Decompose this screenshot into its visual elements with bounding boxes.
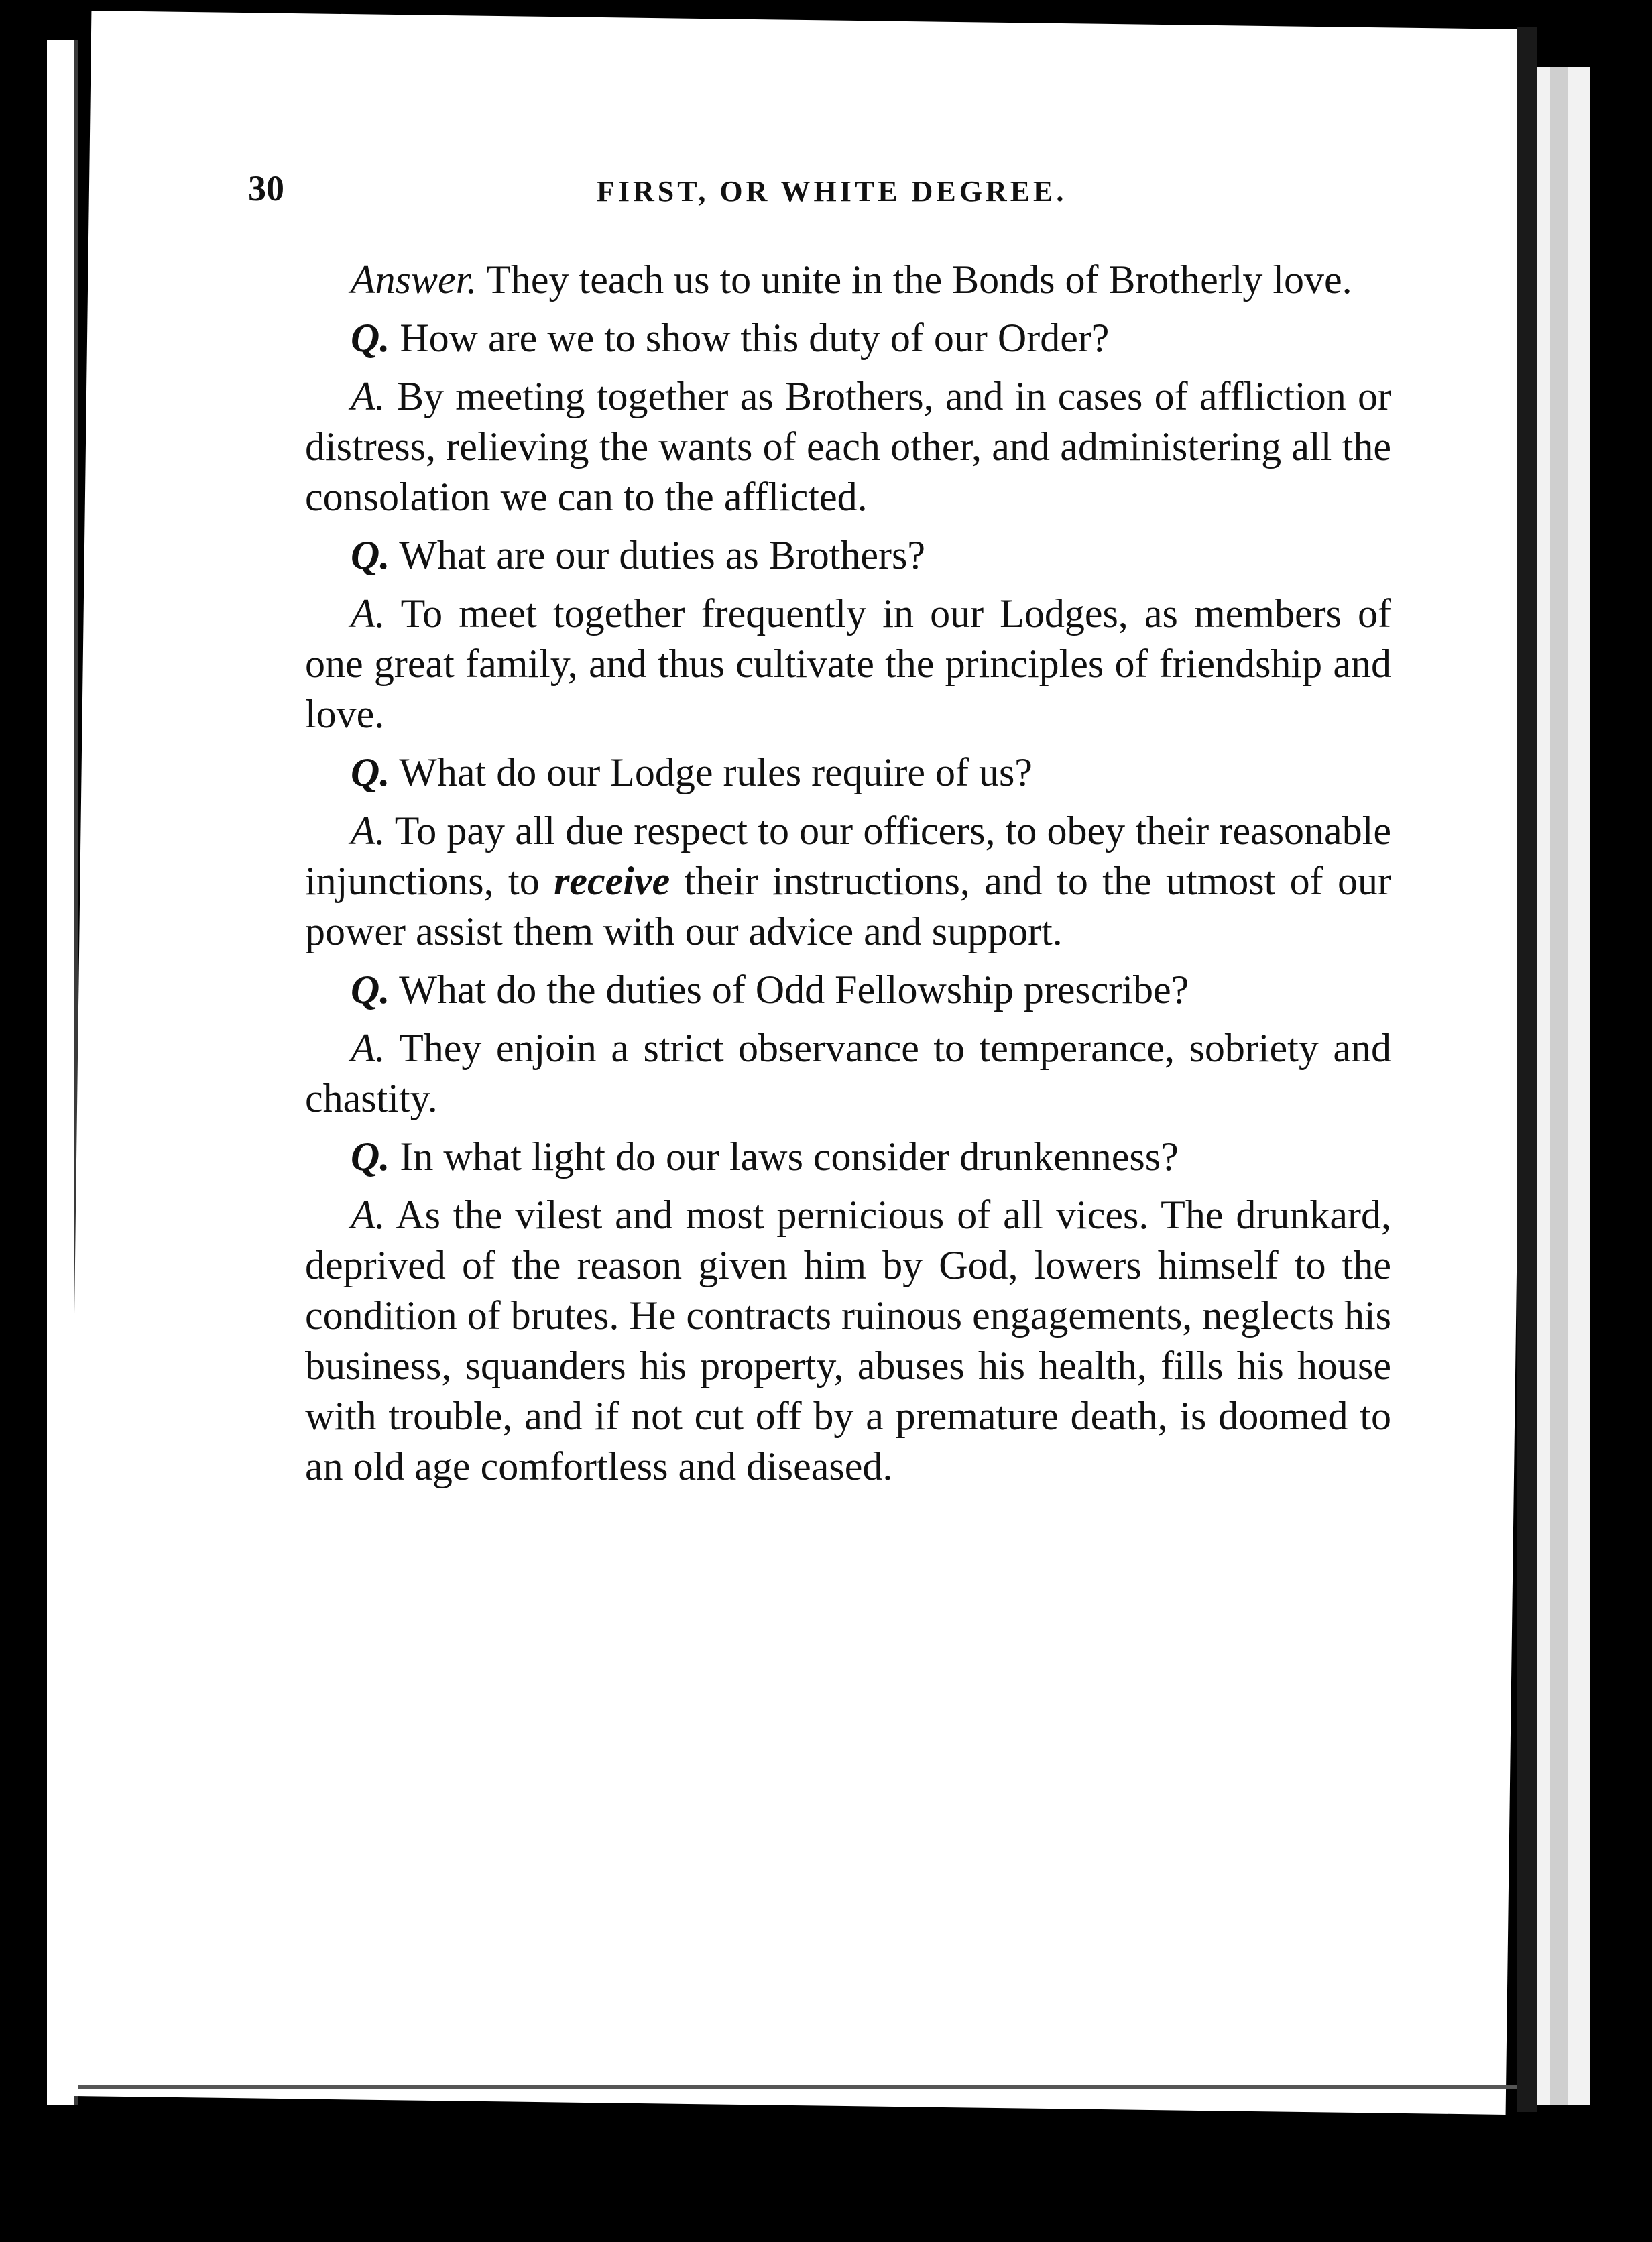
emphasized-word: receive xyxy=(554,859,670,903)
paragraph-lead: A. xyxy=(351,591,386,636)
paragraph-lead: Q. xyxy=(351,1134,390,1179)
question-paragraph xyxy=(305,530,1391,581)
paragraph-lead: A. xyxy=(351,374,386,418)
running-head-title: FIRST, OR WHITE DEGREE. xyxy=(597,175,1067,208)
paragraph-lead: Q. xyxy=(351,316,390,360)
paragraph-lead: A. xyxy=(351,1193,386,1237)
question-paragraph xyxy=(305,965,1391,1015)
paragraph-text: their instructions, and to the utmost of our power assist them with our advice and support. xyxy=(305,859,1391,953)
answer-paragraph xyxy=(305,1190,1391,1492)
question-paragraph xyxy=(305,313,1391,363)
paragraph-lead: Answer. xyxy=(351,257,477,302)
paragraph-lead: Q. xyxy=(351,750,390,794)
question-paragraph xyxy=(305,748,1391,798)
book-spine xyxy=(1517,27,1537,2112)
question-paragraph xyxy=(305,1132,1391,1182)
paragraph-text: They enjoin a strict observance to temperance, sobriety and chastity. xyxy=(305,1026,1391,1120)
right-page-edge-shadow xyxy=(1550,67,1568,2105)
paragraph-text: What are our duties as Brothers? xyxy=(390,533,925,577)
page-bottom-edge xyxy=(78,2085,1519,2089)
paragraph-lead: A. xyxy=(351,1026,386,1070)
page-number: 30 xyxy=(248,168,284,209)
paragraph-text: To pay all due respect to our officers, to obey their reasonable injunctions, to xyxy=(305,809,1391,903)
paragraph-lead: Q. xyxy=(351,533,390,577)
answer-paragraph xyxy=(305,589,1391,740)
page-body xyxy=(305,255,1391,1500)
answer-paragraph xyxy=(305,806,1391,957)
answer-paragraph xyxy=(305,255,1391,305)
running-head xyxy=(248,168,1522,228)
answer-paragraph xyxy=(305,1023,1391,1124)
paragraph-text: By meeting together as Brothers, and in cases of affliction or distress, relieving the wants of each other, and administering all the consolation we can to the afflicted. xyxy=(305,374,1391,519)
paragraph-text: To meet together frequently in our Lodges, as members of one great family, and thus cultivate the principles of friendship and love. xyxy=(305,591,1391,736)
paragraph-text: What do our Lodge rules require of us? xyxy=(390,750,1032,794)
paragraph-text: In what light do our laws consider drunkenness? xyxy=(390,1134,1179,1179)
paragraph-text: They teach us to unite in the Bonds of Brotherly love. xyxy=(477,257,1352,302)
paragraph-text: How are we to show this duty of our Order? xyxy=(390,316,1110,360)
paragraph-text: What do the duties of Odd Fellowship prescribe? xyxy=(390,967,1189,1012)
paragraph-lead: A. xyxy=(351,809,386,853)
paragraph-lead: Q. xyxy=(351,967,390,1012)
answer-paragraph xyxy=(305,371,1391,522)
paragraph-text: As the vilest and most pernicious of all vices. The drunkard, deprived of the reason given him by God, lowers himself to the condition of brutes. He contracts ruinous engagements, neglects his business, squanders his property, abuses his health, fills his house with trouble, and if not cut off by a premature death, is doomed to an old age comfortless and diseased. xyxy=(305,1193,1391,1488)
